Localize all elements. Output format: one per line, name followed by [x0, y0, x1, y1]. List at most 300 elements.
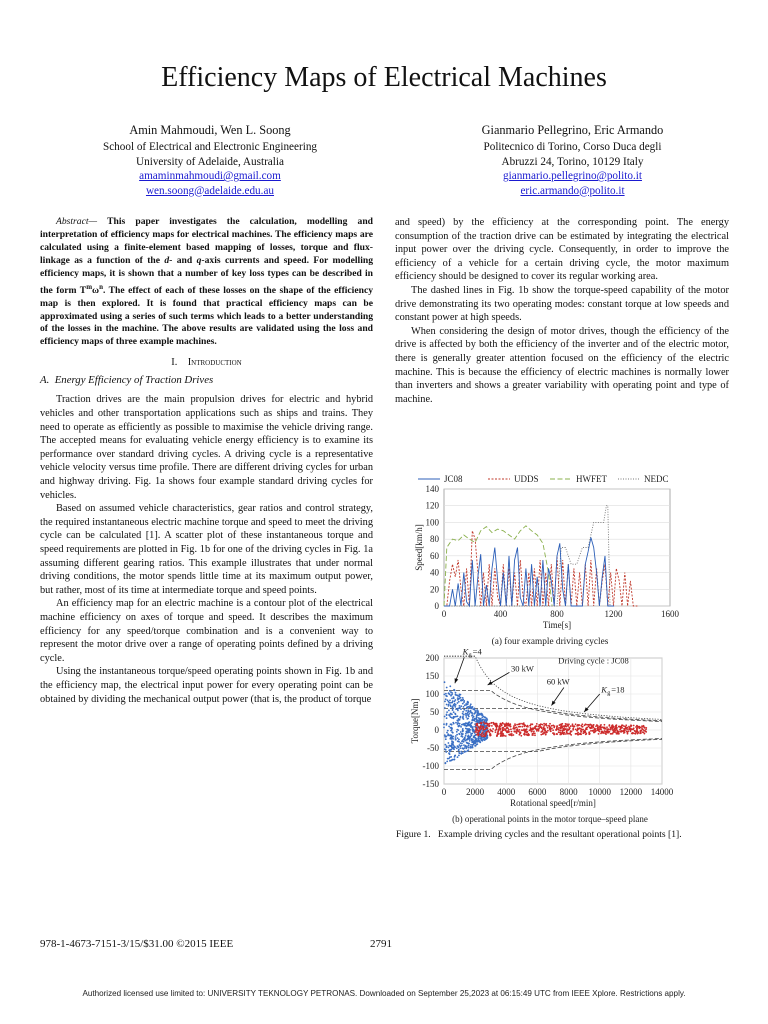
scatter-point: [491, 725, 493, 727]
scatter-point: [609, 727, 611, 729]
author-affiliation: School of Electrical and Electronic Engineering: [102, 141, 318, 153]
scatter-point: [459, 733, 461, 735]
scatter-point: [581, 726, 583, 728]
scatter-point: [630, 724, 632, 726]
scatter-point: [444, 748, 446, 750]
body-paragraph: Based on assumed vehicle characteristics, gear ratios and control strategy, the required instantaneous electric machine torque and speed to meet the driving cycle can be calculated [1]. A scatter plot of these instantaneous torque and speed requirements are plotted in Fig. 1b for one of the driving cycles in Fig. 1a assuming different gearing ratios. This example illustrates that under normal driving conditions, the motor spends little time at its maximum output power, but rather, most of its time at intermediate torque and speed points.: [40, 503, 373, 596]
scatter-point: [508, 731, 510, 733]
scatter-point: [478, 726, 480, 728]
scatter-point: [568, 723, 570, 725]
scatter-point: [454, 705, 456, 707]
scatter-point: [481, 735, 483, 737]
scatter-point: [465, 733, 467, 735]
scatter-point: [494, 724, 496, 726]
scatter-point: [531, 728, 533, 730]
legend-label: UDDS: [514, 474, 539, 484]
scatter-point: [631, 732, 633, 734]
scatter-point: [513, 725, 515, 727]
scatter-point: [476, 723, 478, 725]
scatter-point: [481, 716, 483, 718]
scatter-point: [460, 708, 462, 710]
scatter-point: [466, 718, 468, 720]
scatter-point: [487, 727, 489, 729]
scatter-point: [479, 713, 481, 715]
scatter-point: [527, 731, 529, 733]
scatter-point: [465, 748, 467, 750]
scatter-point: [496, 725, 498, 727]
scatter-point: [516, 724, 518, 726]
scatter-point: [469, 738, 471, 740]
scatter-point: [519, 733, 521, 735]
chart-caption: (a) four example driving cycles: [491, 637, 609, 647]
scatter-point: [545, 732, 547, 734]
scatter-point: [446, 732, 448, 734]
y-tick-label: 80: [430, 534, 439, 545]
scatter-point: [565, 725, 567, 727]
body-paragraph: An efficiency map for an electric machine is a contour plot of the electrical machine efficiency on axes of torque and speed. It describes the maximum efficiency for any speed/torque combination and is a convenient way to represent the motor drive over a range of operating points defined by a driving cycle.: [40, 598, 373, 664]
scatter-point: [534, 734, 536, 736]
scatter-point: [445, 736, 447, 738]
annotation-60kw: 60 kW: [546, 676, 570, 687]
annotation-kg18-sub: g: [607, 690, 611, 697]
scatter-point: [545, 723, 547, 725]
scatter-point: [596, 724, 598, 726]
scatter-point: [463, 714, 465, 716]
scatter-point: [484, 735, 486, 737]
scatter-point: [473, 708, 475, 710]
scatter-point: [536, 723, 538, 725]
scatter-point: [625, 726, 627, 728]
scatter-point: [524, 725, 526, 727]
scatter-point: [642, 731, 644, 733]
scatter-point: [472, 726, 474, 728]
x-tick-label: 0: [441, 609, 447, 619]
scatter-point: [644, 733, 646, 735]
footer-isbn: 978-1-4673-7151-3/15/$31.00 ©2015 IEEE: [40, 938, 234, 950]
scatter-point: [498, 733, 500, 735]
scatter-point: [457, 740, 459, 742]
scatter-point: [476, 729, 478, 731]
scatter-point: [475, 745, 477, 747]
scatter-point: [463, 741, 465, 743]
author-email-link[interactable]: amaminmahmoudi@gmail.com: [139, 170, 281, 182]
scatter-point: [572, 725, 574, 727]
legend-label: NEDC: [644, 474, 669, 484]
scatter-point: [463, 701, 465, 703]
scatter-point: [465, 716, 467, 718]
scatter-point: [620, 726, 622, 728]
scatter-point: [532, 723, 534, 725]
scatter-point: [443, 727, 445, 729]
scatter-point: [517, 728, 519, 730]
scatter-point: [485, 728, 487, 730]
scatter-point: [455, 708, 457, 710]
scatter-point: [513, 734, 515, 736]
scatter-point: [572, 723, 574, 725]
scatter-point: [575, 733, 577, 735]
scatter-point: [513, 728, 515, 730]
scatter-point: [578, 724, 580, 726]
author-names: Gianmario Pellegrino, Eric Armando: [481, 123, 664, 137]
scatter-point: [465, 735, 467, 737]
scatter-point: [505, 730, 507, 732]
scatter-point: [579, 728, 581, 730]
annotation-driving-cycle: Driving cycle : JC08: [558, 655, 629, 666]
scatter-point: [470, 744, 472, 746]
scatter-point: [448, 747, 450, 749]
scatter-point: [563, 729, 565, 731]
scatter-point: [612, 726, 614, 728]
scatter-point: [449, 685, 451, 687]
scatter-point: [456, 734, 458, 736]
y-tick-label: 200: [425, 653, 439, 663]
scatter-point: [501, 723, 503, 725]
x-tick-label: 12000: [619, 787, 643, 797]
scatter-point: [463, 706, 465, 708]
x-tick-label: 2000: [466, 787, 485, 797]
scatter-point: [489, 725, 491, 727]
scatter-point: [626, 728, 628, 730]
author-email-link[interactable]: gianmario.pellegrino@polito.it: [503, 170, 642, 182]
annotation-kg4: K: [462, 646, 469, 657]
abstract: Abstract— This paper investigates the calculation, modelling and interpretation of efficiency maps for electrical machines. The efficiency maps are calculated using a finite-element based mapping of losses, torque and flux-linkage as a function of the d- and q-axis currents and speed. For modelling efficiency maps, it is shown that a number of key loss types can be described in the form $T^m\omega^n$. The effect of each of these losses on the shape of the efficiency map is then explored. It is found that practical efficiency maps can be approximated using a series of such terms which leads to a better understanding of the losses in the machine. The above results are validated using the loss and efficiency maps of three example machines.: [40, 216, 373, 348]
scatter-point: [645, 727, 647, 729]
scatter-point: [572, 729, 574, 731]
scatter-point: [524, 734, 526, 736]
scatter-point: [592, 726, 594, 728]
scatter-point: [518, 730, 520, 732]
scatter-point: [545, 734, 547, 736]
scatter-point: [473, 716, 475, 718]
scatter-point: [452, 744, 454, 746]
scatter-point: [476, 743, 478, 745]
y-tick-label: -100: [422, 761, 439, 771]
scatter-point: [459, 705, 461, 707]
scatter-point: [604, 728, 606, 730]
scatter-point: [502, 735, 504, 737]
scatter-point: [575, 723, 577, 725]
x-tick-label: 8000: [559, 787, 578, 797]
scatter-point: [446, 711, 448, 713]
scatter-point: [482, 727, 484, 729]
scatter-point: [623, 731, 625, 733]
scatter-point: [543, 727, 545, 729]
scatter-point: [445, 738, 447, 740]
scatter-point: [593, 724, 595, 726]
scatter-point: [606, 726, 608, 728]
scatter-point: [535, 725, 537, 727]
scatter-point: [444, 734, 446, 736]
scatter-point: [471, 722, 473, 724]
scatter-point: [460, 751, 462, 753]
scatter-point: [480, 725, 482, 727]
scatter-point: [466, 730, 468, 732]
scatter-point: [563, 725, 565, 727]
scatter-point: [617, 730, 619, 732]
scatter-point: [470, 706, 472, 708]
scatter-point: [561, 723, 563, 725]
author-block-left: [40, 122, 380, 198]
scatter-point: [640, 732, 642, 734]
scatter-point: [577, 727, 579, 729]
subsection-heading: A. Energy Efficiency of Traction Drives: [40, 373, 214, 386]
scatter-point: [479, 736, 481, 738]
scatter-point: [489, 723, 491, 725]
y-tick-label: 40: [430, 567, 439, 578]
scatter-point: [452, 722, 454, 724]
x-axis-label: Rotational speed[r/min]: [510, 798, 596, 808]
scatter-point: [467, 749, 469, 751]
scatter-point: [504, 725, 506, 727]
scatter-point: [558, 727, 560, 729]
scatter-point: [588, 732, 590, 734]
scatter-point: [443, 694, 445, 696]
scatter-point: [452, 705, 454, 707]
scatter-point: [495, 729, 497, 731]
legend-label: JC08: [444, 474, 463, 484]
scatter-point: [579, 733, 581, 735]
scatter-point: [476, 716, 478, 718]
scatter-point: [642, 729, 644, 731]
scatter-point: [547, 727, 549, 729]
y-tick-label: -150: [422, 779, 439, 789]
scatter-point: [625, 724, 627, 726]
scatter-point: [489, 729, 491, 731]
scatter-point: [444, 707, 446, 709]
scatter-point: [630, 728, 632, 730]
scatter-point: [538, 724, 540, 726]
annotation-30kw: 30 kW: [510, 663, 534, 674]
y-tick-label: 120: [425, 500, 439, 511]
scatter-point: [465, 710, 467, 712]
scatter-point: [459, 694, 461, 696]
scatter-point: [624, 728, 626, 730]
scatter-point: [448, 749, 450, 751]
scatter-point: [455, 699, 457, 701]
scatter-point: [606, 731, 608, 733]
scatter-point: [446, 717, 448, 719]
scatter-point: [458, 719, 460, 721]
scatter-point: [527, 726, 529, 728]
scatter-point: [476, 709, 478, 711]
scatter-point: [448, 701, 450, 703]
scatter-point: [453, 696, 455, 698]
scatter-point: [463, 723, 465, 725]
scatter-point: [597, 727, 599, 729]
scatter-point: [457, 710, 459, 712]
scatter-point: [447, 758, 449, 760]
scatter-point: [558, 729, 560, 731]
scatter-point: [628, 726, 630, 728]
body-paragraph: When considering the design of motor drives, though the efficiency of the drive is affected by both the efficiency of the inverter and of the electric motor, there is generally greater attention focused on the efficiency of the electric machine. This is because the efficiency of electric machines is normally lower than inverters and shows a greater variability with operating point and type of machine.: [395, 325, 729, 405]
scatter-point: [463, 744, 465, 746]
scatter-point: [535, 728, 537, 730]
scatter-point: [446, 724, 448, 726]
scatter-point: [506, 727, 508, 729]
scatter-point: [452, 742, 454, 744]
scatter-point: [531, 730, 533, 732]
scatter-point: [525, 729, 527, 731]
scatter-point: [485, 732, 487, 734]
plot-frame: [444, 489, 670, 606]
scatter-point: [448, 745, 450, 747]
scatter-point: [635, 731, 637, 733]
scatter-point: [518, 726, 520, 728]
scatter-point: [516, 731, 518, 733]
scatter-point: [450, 704, 452, 706]
scatter-point: [482, 731, 484, 733]
scatter-point: [467, 704, 469, 706]
scatter-point: [456, 747, 458, 749]
y-tick-label: 100: [425, 689, 439, 699]
scatter-point: [492, 728, 494, 730]
x-tick-label: 400: [493, 609, 508, 619]
scatter-point: [500, 733, 502, 735]
scatter-point: [461, 740, 463, 742]
scatter-point: [472, 739, 474, 741]
scatter-point: [507, 728, 509, 730]
scatter-point: [462, 752, 464, 754]
scatter-point: [463, 738, 465, 740]
scatter-point: [459, 695, 461, 697]
y-tick-label: 0: [434, 601, 439, 611]
scatter-point: [520, 735, 522, 737]
scatter-point: [446, 704, 448, 706]
scatter-point: [487, 737, 489, 739]
scatter-point: [469, 740, 471, 742]
scatter-point: [586, 728, 588, 730]
y-tick-label: 20: [430, 584, 439, 595]
scatter-point: [456, 720, 458, 722]
scatter-point: [599, 726, 601, 728]
scatter-point: [452, 738, 454, 740]
scatter-point: [445, 744, 447, 746]
y-tick-label: 100: [425, 517, 439, 528]
x-axis-label: Time[s]: [542, 620, 572, 630]
scatter-point: [575, 729, 577, 731]
scatter-point: [458, 750, 460, 752]
scatter-point: [457, 729, 459, 731]
scatter-point: [451, 717, 453, 719]
scatter-point: [576, 730, 578, 732]
scatter-point: [460, 705, 462, 707]
scatter-point: [452, 700, 454, 702]
scatter-point: [468, 736, 470, 738]
scatter-point: [466, 742, 468, 744]
left-column: [40, 216, 373, 706]
scatter-point: [527, 733, 529, 735]
scatter-point: [462, 736, 464, 738]
scatter-point: [468, 706, 470, 708]
scatter-point: [609, 731, 611, 733]
license-notice: Authorized licensed use limited to: UNIVERSITY TEKNOLOGY PETRONAS. Downloaded on September 25,2023 at 06:15:49 UTC from IEEE Xplore. Restrictions apply.: [82, 989, 686, 998]
scatter-point: [604, 724, 606, 726]
scatter-point: [469, 731, 471, 733]
scatter-point: [478, 733, 480, 735]
scatter-point: [550, 730, 552, 732]
scatter-point: [449, 735, 451, 737]
scatter-point: [451, 724, 453, 726]
scatter-point: [489, 733, 491, 735]
scatter-point: [476, 731, 478, 733]
author-email-link[interactable]: wen.soong@adelaide.edu.au: [145, 184, 275, 197]
page-number: 2791: [370, 938, 392, 950]
scatter-point: [576, 725, 578, 727]
scatter-point: [600, 733, 602, 735]
author-email-link[interactable]: eric.armando@polito.it: [520, 184, 625, 197]
scatter-point: [451, 728, 453, 730]
scatter-point: [568, 727, 570, 729]
y-axis-label: Speed[km/h]: [414, 524, 424, 571]
scatter-point: [448, 710, 450, 712]
scatter-point: [561, 729, 563, 731]
body-paragraph: and speed) by the efficiency at the corresponding point. The energy consumption of the traction drive can be estimated by integrating the electrical input power over the driving cycle. Consequently, in order to improve the efficiency of a vehicle for a certain driving cycle, the motor maximum efficiency should be designed to cover its regular working area.: [395, 217, 729, 283]
scatter-point: [576, 733, 578, 735]
scatter-point: [451, 744, 453, 746]
x-tick-label: 10000: [588, 787, 611, 797]
scatter-point: [448, 742, 450, 744]
scatter-point: [582, 729, 584, 731]
scatter-point: [580, 730, 582, 732]
scatter-point: [459, 744, 461, 746]
scatter-point: [498, 726, 500, 728]
scatter-point: [538, 729, 540, 731]
scatter-point: [560, 733, 562, 735]
scatter-point: [458, 701, 460, 703]
scatter-point: [570, 725, 572, 727]
scatter-point: [481, 722, 483, 724]
scatter-point: [451, 735, 453, 737]
scatter-point: [451, 713, 453, 715]
scatter-point: [455, 735, 457, 737]
scatter-point: [454, 758, 456, 760]
scatter-point: [454, 716, 456, 718]
scatter-point: [590, 727, 592, 729]
scatter-point: [446, 761, 448, 763]
scatter-point: [531, 734, 533, 736]
scatter-point: [470, 703, 472, 705]
scatter-point: [621, 731, 623, 733]
scatter-point: [445, 695, 447, 697]
scatter-point: [453, 711, 455, 713]
scatter-point: [551, 725, 553, 727]
scatter-point: [549, 729, 551, 731]
scatter-point: [510, 728, 512, 730]
scatter-point: [539, 726, 541, 728]
scatter-point: [465, 714, 467, 716]
scatter-point: [644, 726, 646, 728]
scatter-point: [490, 722, 492, 724]
scatter-point: [448, 705, 450, 707]
scatter-point: [479, 720, 481, 722]
scatter-point: [467, 715, 469, 717]
scatter-point: [468, 747, 470, 749]
scatter-point: [543, 723, 545, 725]
scatter-point: [508, 723, 510, 725]
x-tick-label: 4000: [497, 787, 516, 797]
scatter-point: [457, 725, 459, 727]
annotation-arrowhead: [455, 678, 459, 683]
author-affiliation: Politecnico di Torino, Corso Duca degli: [483, 141, 662, 153]
scatter-point: [473, 719, 475, 721]
author-names: Amin Mahmoudi, Wen L. Soong: [129, 123, 291, 137]
scatter-point: [518, 723, 520, 725]
chart-driving-cycles: [400, 472, 700, 650]
scatter-point: [526, 734, 528, 736]
scatter-point: [445, 693, 447, 695]
scatter-point: [502, 727, 504, 729]
scatter-point: [458, 698, 460, 700]
